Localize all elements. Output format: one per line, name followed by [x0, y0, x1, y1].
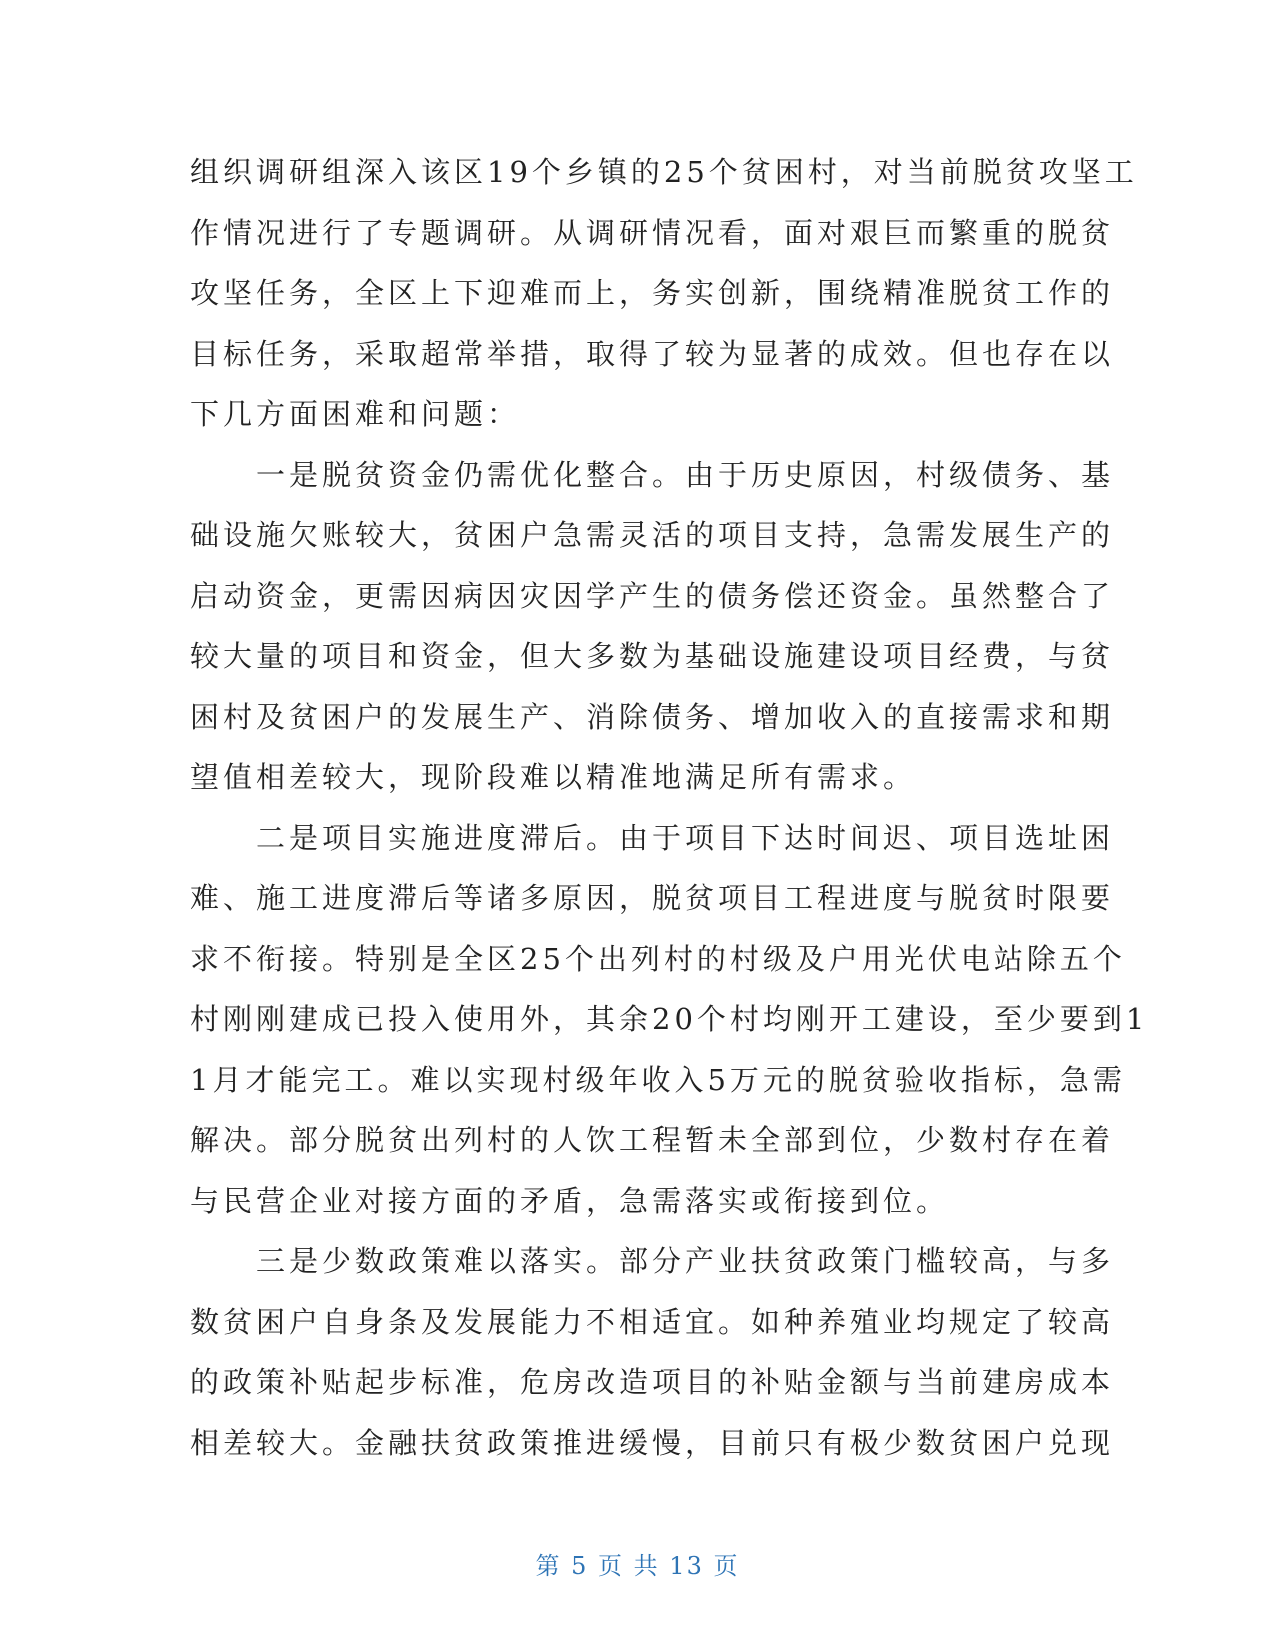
text-line: 较大量的项目和资金，但大多数为基础设施建设项目经费，与贫 — [190, 639, 1115, 673]
text-line: 数贫困户自身条及发展能力不相适宜。如种养殖业均规定了较高 — [190, 1304, 1115, 1339]
text-line: 组织调研组深入该区19个乡镇的25个贫困村，对当前脱贫攻坚工 — [190, 155, 1138, 189]
text-line: 目标任务，采取超常举措，取得了较为显著的成效。但也存在以 — [190, 336, 1115, 371]
text-line: 求不衔接。特别是全区25个出列村的村级及户用光伏电站除五个 — [190, 941, 1126, 976]
page-number-footer: 第 5 页 共 13 页 — [535, 1552, 740, 1580]
text-line: 困村及贫困户的发展生产、消除债务、增加收入的直接需求和期 — [190, 699, 1115, 734]
text-line: 础设施欠账较大，贫困户急需灵活的项目支持，急需发展生产的 — [190, 518, 1115, 552]
body-text — [190, 142, 1149, 1473]
text-line: 启动资金，更需因病因灾因学产生的债务偿还资金。虽然整合了 — [190, 578, 1115, 613]
text-line: 望值相差较大，现阶段难以精准地满足所有需求。 — [190, 760, 917, 794]
text-line: 攻坚任务，全区上下迎难而上，务实创新，围绕精准脱贫工作的 — [190, 276, 1115, 310]
text-line: 二是项目实施进度滞后。由于项目下达时间迟、项目选址困 — [190, 820, 1115, 855]
text-line: 一是脱贫资金仍需优化整合。由于历史原因，村级债务、基 — [190, 457, 1115, 492]
text-line: 村刚刚建成已投入使用外，其余20个村均刚开工建设，至少要到1 — [190, 1002, 1149, 1036]
text-line: 的政策补贴起步标准，危房改造项目的补贴金额与当前建房成本 — [190, 1365, 1115, 1399]
text-line: 作情况进行了专题调研。从调研情况看，面对艰巨而繁重的脱贫 — [190, 215, 1115, 250]
text-line: 相差较大。金融扶贫政策推进缓慢，目前只有极少数贫困户兑现 — [190, 1425, 1115, 1460]
text-line: 1月才能完工。难以实现村级年收入5万元的脱贫验收指标，急需 — [190, 1062, 1126, 1097]
text-line: 下几方面困难和问题： — [190, 397, 521, 431]
text-line: 解决。部分脱贫出列村的人饮工程暂未全部到位，少数村存在着 — [190, 1123, 1115, 1157]
text-line: 与民营企业对接方面的矛盾，急需落实或衔接到位。 — [190, 1183, 950, 1218]
text-line: 三是少数政策难以落实。部分产业扶贫政策门槛较高，与多 — [190, 1244, 1115, 1278]
text-line: 难、施工进度滞后等诸多原因，脱贫项目工程进度与脱贫时限要 — [190, 881, 1115, 915]
